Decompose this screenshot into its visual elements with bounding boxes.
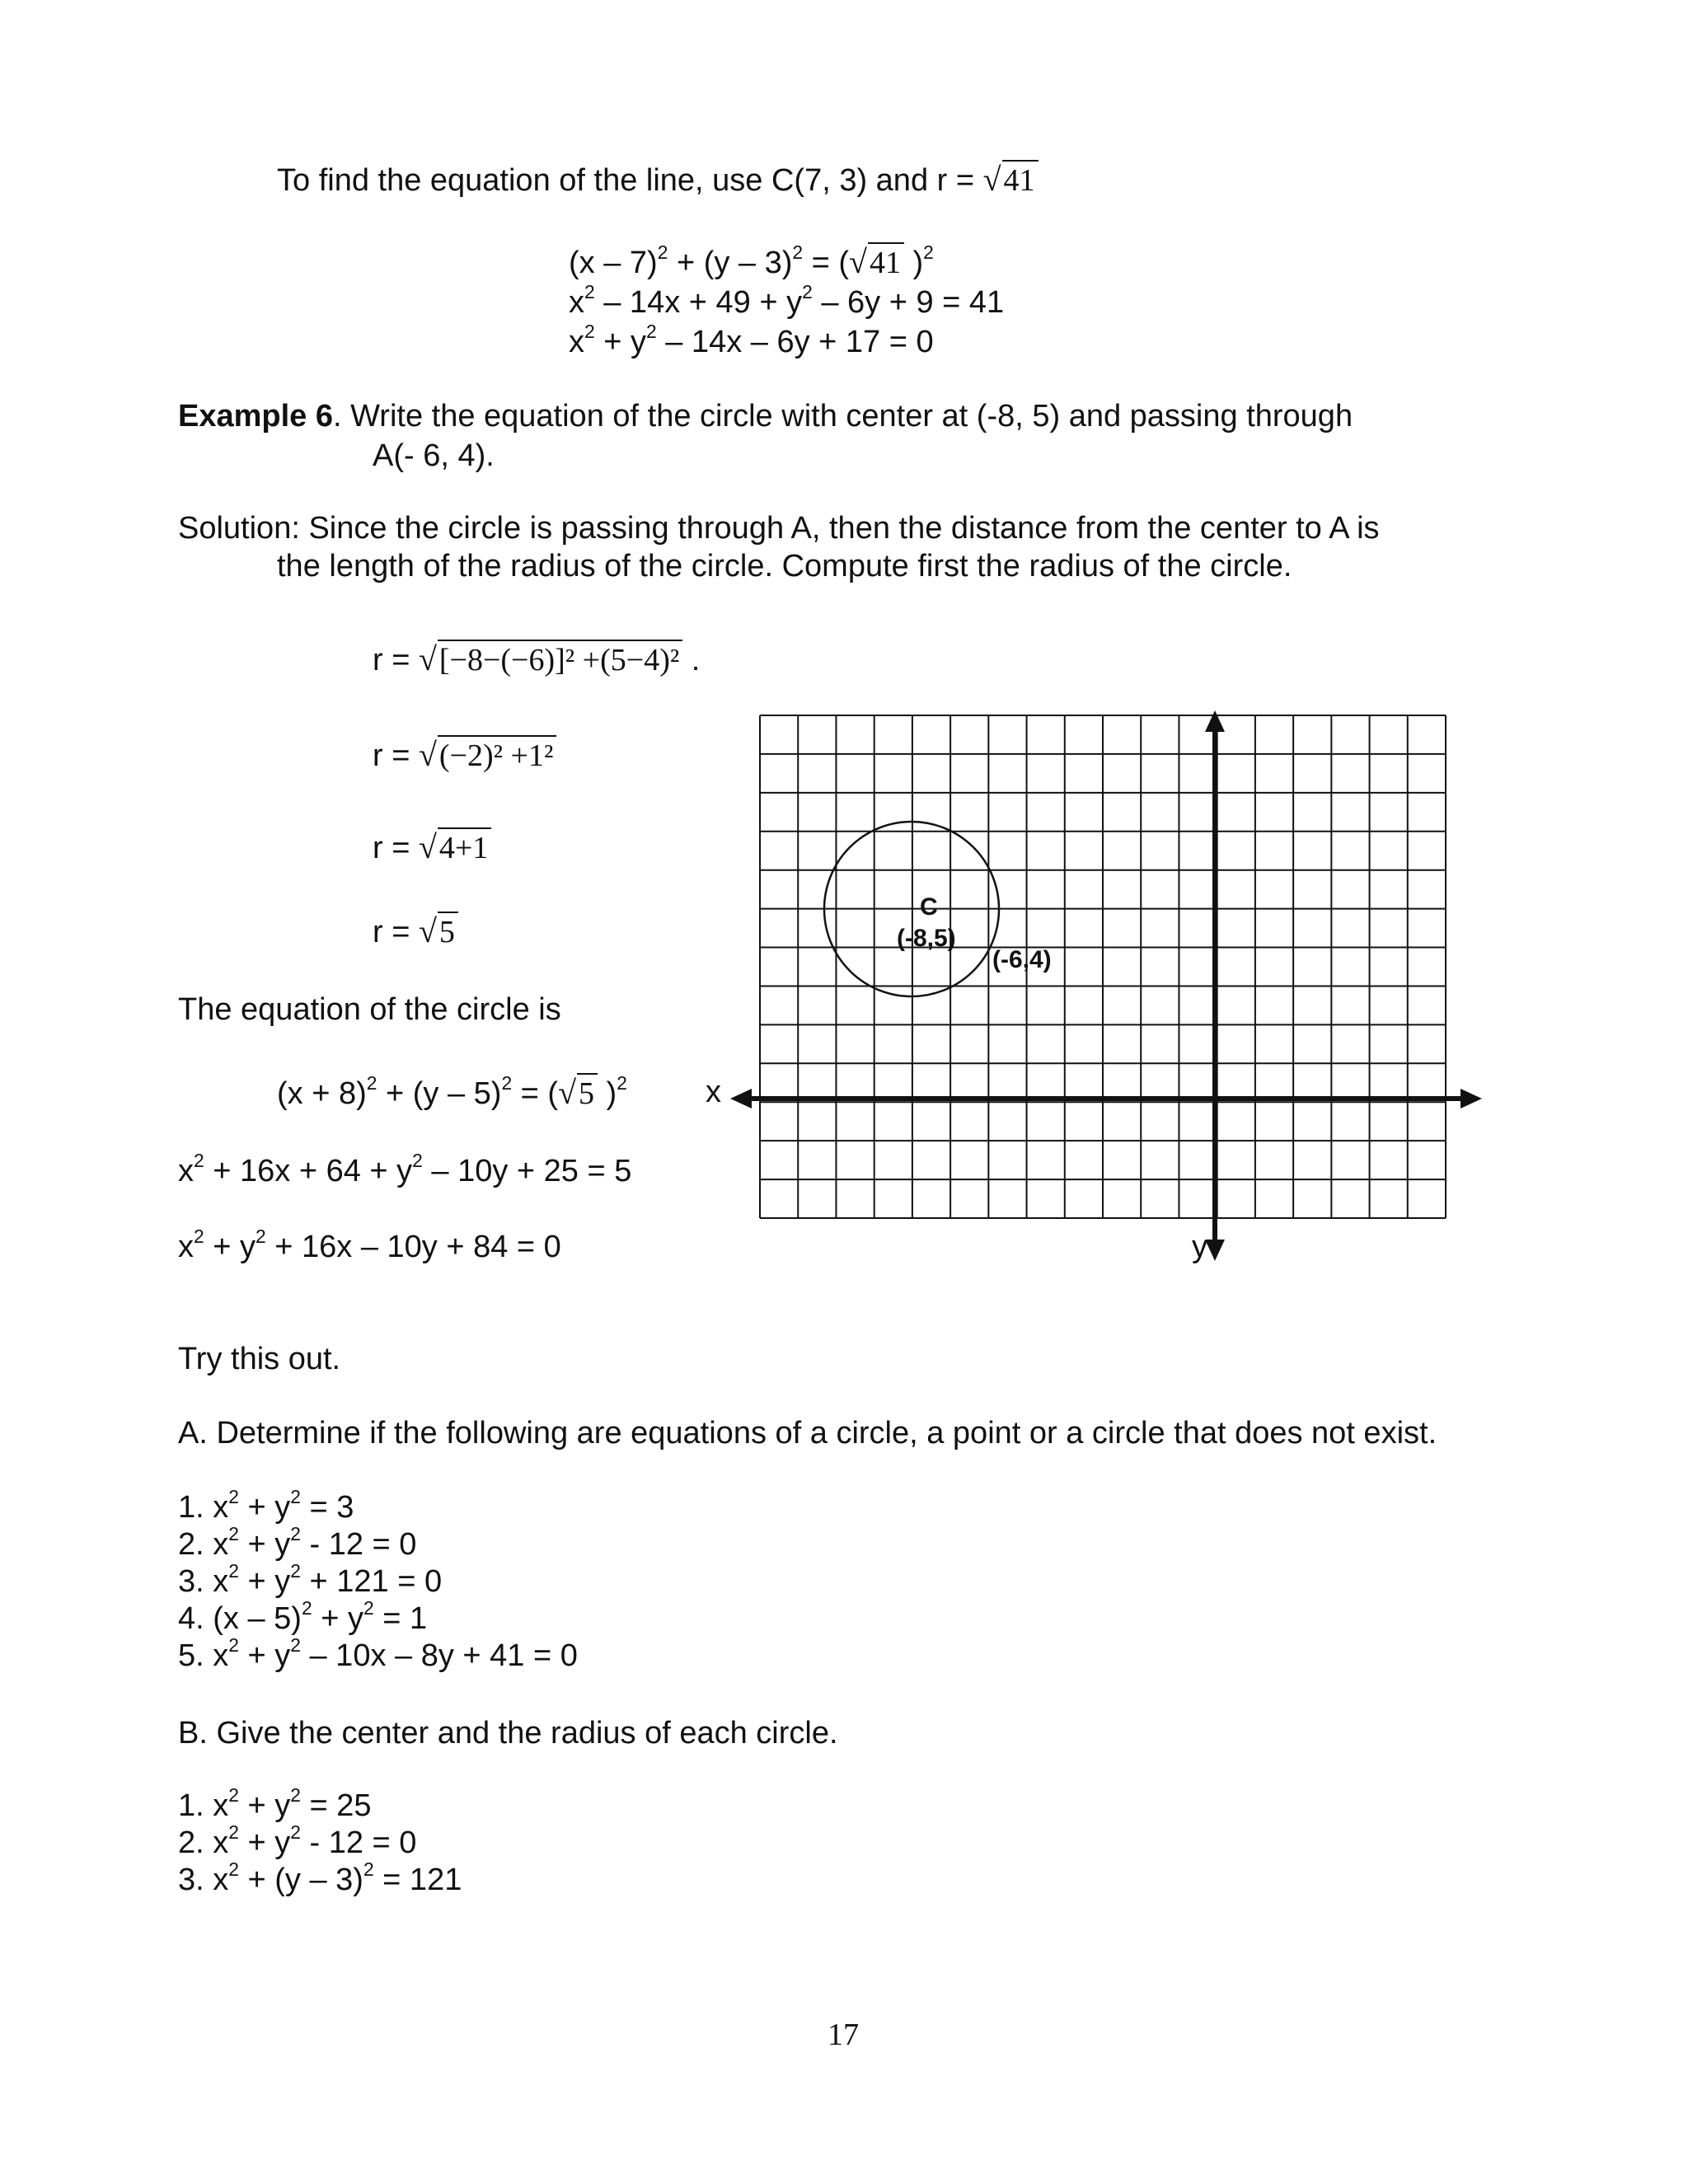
y-axis-arrow-down — [1205, 1240, 1225, 1261]
part-a-item-2: 2. $x^2 + y^2 - 12 = 0$ — [178, 1522, 417, 1562]
intro-text: To find the equation of the line, use C(7, 3) and r = — [277, 163, 983, 198]
center-label: C — [920, 893, 938, 921]
center-coords: (-8,5) — [897, 925, 956, 952]
part-b-item-3: 3. $x^2 + (y - 3)^2 = 121$ — [178, 1858, 462, 1897]
sqrt-41: √41 — [983, 163, 1039, 196]
solution-line2: the length of the radius of the circle. Compute first the radius of the circle. — [277, 549, 1292, 583]
example6-line2: A(- 6, 4). — [373, 438, 495, 473]
radicand: 41 — [1002, 160, 1039, 198]
radius-step-1: r = √[−8−(−6)]² +(5−4)² . — [373, 640, 701, 677]
part-a-instruction: A. Determine if the following are equations of a circle, a point or a circle that does not exist. — [178, 1416, 1437, 1451]
equation-line3: $x^2 + y^2 + 16x - 10y + 84 = 0$ — [178, 1225, 561, 1264]
radius-step-4: r = √5 — [373, 915, 458, 948]
try-heading: Try this out. — [178, 1342, 341, 1376]
x-axis-arrow-right — [1461, 1089, 1482, 1108]
part-a-item-4: 4. $(x - 5)^2 + y^2 = 1$ — [178, 1596, 428, 1636]
point-a-label: (-6,4) — [992, 946, 1052, 973]
example6-line1: Example 6. Write the equation of the circle with center at (-8, 5) and passing through — [178, 399, 1353, 434]
eq1-line2: $x^2 - 14x + 49 + y^2 - 6y + 9 = 41$ — [569, 280, 1005, 320]
part-a-item-1: 1. $x^2 + y^2 = 3$ — [178, 1485, 354, 1525]
radius-step-2: r = √(−2)² +1² — [373, 738, 556, 771]
solution-line1: Solution: Since the circle is passing through A, then the distance from the center to A is — [178, 511, 1380, 546]
example6-label: Example 6 — [178, 399, 333, 434]
equation-line1: $(x + 8)^2 + (y - 5)^2 = (√5$ )$^2$ — [277, 1071, 627, 1111]
y-axis-label: y — [1192, 1230, 1207, 1264]
part-a-item-3: 3. $x^2 + y^2 + 121 = 0$ — [178, 1559, 443, 1599]
equation-heading: The equation of the circle is — [178, 992, 561, 1027]
part-a-item-5: 5. $x^2 + y^2 - 10x - 8y + 41 = 0$ — [178, 1633, 578, 1673]
part-b-item-2: 2. $x^2 + y^2 - 12 = 0$ — [178, 1821, 417, 1860]
sqrt-41-b: √41 — [849, 246, 904, 279]
y-axis-arrow-up — [1205, 710, 1225, 732]
x-axis-arrow-left — [730, 1089, 752, 1108]
x-axis-label: x — [706, 1075, 721, 1109]
part-b-item-1: 1. $x^2 + y^2 = 25$ — [178, 1783, 372, 1823]
eq1-line1: (x – 7)$^2$ + (y – 3)$^2$ = (√41 )$^2$ — [569, 241, 934, 280]
page-number: 17 — [828, 2018, 859, 2052]
radius-step-3: r = √4+1 — [373, 831, 491, 864]
equation-line2: $x^2 + 16x + 64 + y^2 - 10y + 25 = 5$ — [178, 1149, 632, 1188]
part-b-instruction: B. Give the center and the radius of each circle. — [178, 1716, 838, 1750]
eq1-line3: $x^2 + y^2 - 14x - 6y + 17 = 0$ — [569, 320, 934, 359]
